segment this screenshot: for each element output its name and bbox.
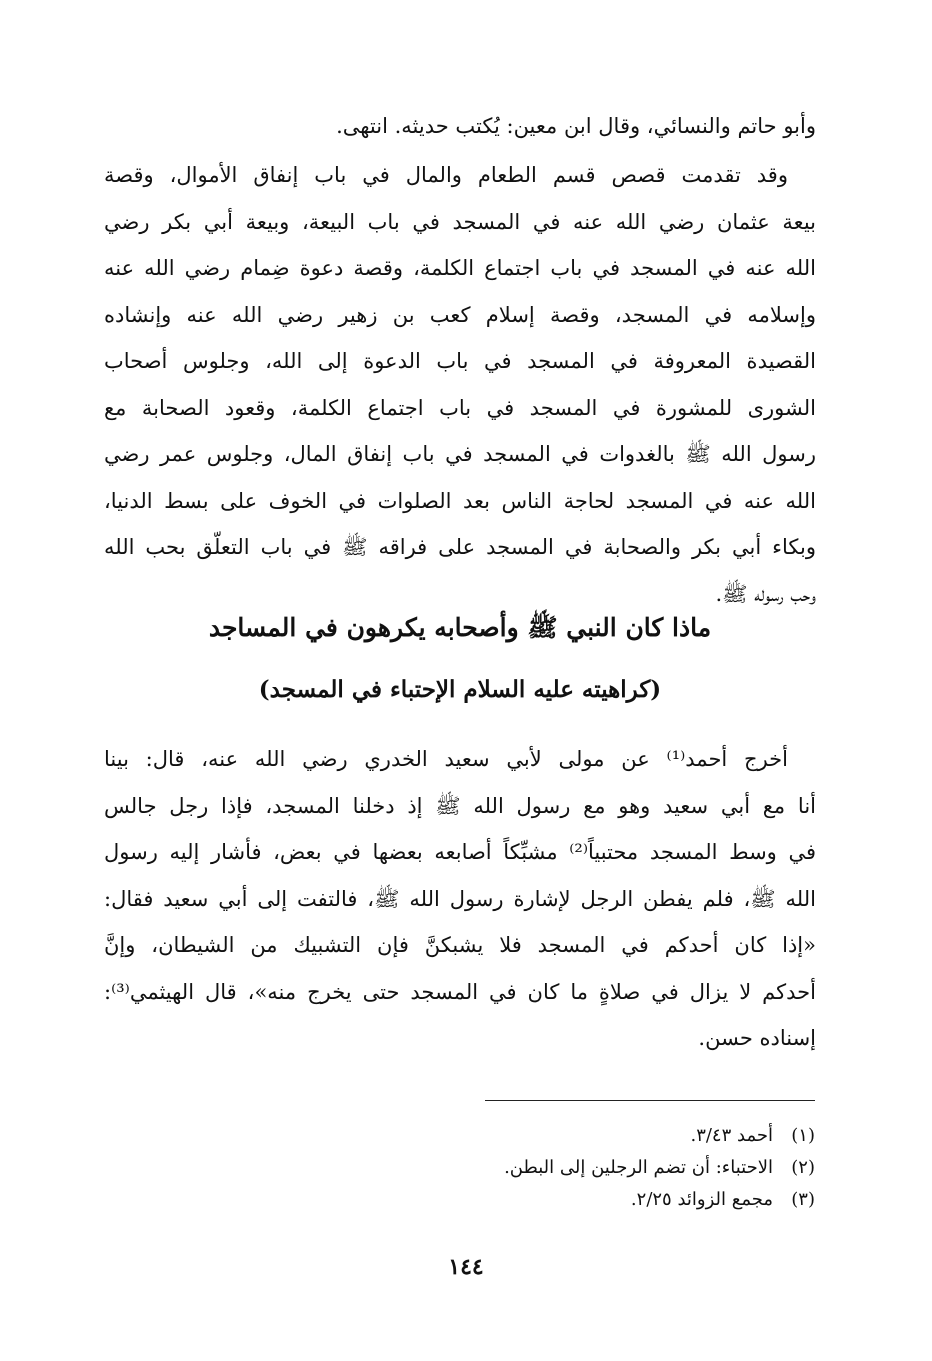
paragraph-1 <box>104 152 816 617</box>
text-line: الله عنه في المسجد في باب اجتماع الكلمة، وقصة دعوة ضِمام رضي الله عنه <box>104 256 816 280</box>
top-text <box>104 103 816 150</box>
section-heading: ماذا كان النبي ﷺ وأصحابه يكرهون في المساجد <box>208 613 712 642</box>
text-line: وحب رسوله ﷺ. <box>715 581 816 606</box>
footnote-item <box>300 1184 815 1216</box>
text-line: وأبو حاتم والنسائي، وقال ابن معين: يُكتب حديثه. انتهى. <box>336 114 816 138</box>
text-line: أحدكم لا يزال في صلاةٍ ما كان في المسجد حتى يخرج منه»، قال الهيثمي⁽³⁾: <box>104 979 816 1004</box>
paragraph-2 <box>104 736 816 1062</box>
text-line: وإسلامه في المسجد، وقصة إسلام كعب بن زهير رضي الله عنه وإنشاده <box>104 302 816 327</box>
footnote-text: أحمد ٣/٤٣. <box>690 1125 773 1146</box>
footnote-text: الاحتباء: أن تضم الرجلين إلى البطن. <box>504 1157 773 1178</box>
footnote-text: مجمع الزوائد ٢/٢٥. <box>630 1189 773 1210</box>
text-line: بيعة عثمان رضي الله عنه في المسجد في باب البيعة، وبيعة أبي بكر رضي <box>104 209 816 234</box>
text-line: الله عنه في المسجد لحاجة الناس بعد الصلوات في الخوف على بسط الدنيا، <box>104 488 816 513</box>
text-line: وقد تقدمت قصص قسم الطعام والمال في باب إنفاق الأموال، وقصة <box>104 163 788 187</box>
page-number: ١٤٤ <box>448 1254 484 1280</box>
text-line: وبكاء أبي بكر والصحابة في المسجد على فراقه ﷺ في باب التعلّق بحب الله <box>104 535 816 559</box>
footnote-item <box>300 1120 815 1152</box>
subsection-heading: (كراهيته عليه السلام الإحتباء في المسجد) <box>258 676 662 703</box>
footnote-item <box>300 1152 815 1184</box>
text-line: الله ﷺ، فلم يفطن الرجل لإشارة رسول الله ﷺ، فالتفت إلى أبي سعيد فقال: <box>104 886 816 911</box>
text-line: «إذا كان أحدكم في المسجد فلا يشبكنَّ فإن التشبيك من الشيطان، وإنَّ <box>104 933 816 957</box>
text-line: أخرج أحمد⁽¹⁾ عن مولى لأبي سعيد الخدري رضي الله عنه، قال: بينا <box>104 747 788 771</box>
text-line: القصيدة المعروفة في المسجد في باب الدعوة إلى الله، وجلوس أصحاب <box>104 349 816 373</box>
footnotes <box>300 1120 815 1216</box>
footnote-number: (٣) <box>791 1189 815 1210</box>
text-line: رسول الله ﷺ بالغدوات في المسجد في باب إنفاق المال، وجلوس عمر رضي <box>104 442 816 466</box>
text-line: في وسط المسجد محتبياً⁽²⁾ مشبِّكاً أصابعه بعضها في بعض، فأشار إليه رسول <box>104 840 816 864</box>
footnote-number: (١) <box>791 1125 815 1146</box>
footnote-divider <box>485 1100 815 1101</box>
footnote-number: (٢) <box>791 1157 815 1178</box>
text-line: إسناده حسن. <box>698 1026 816 1050</box>
text-line: الشورى للمشورة في المسجد في باب اجتماع الكلمة، وقعود الصحابة مع <box>104 395 816 420</box>
text-line: أنا مع أبي سعيد وهو مع رسول الله ﷺ إذ دخلنا المسجد، فإذا رجل جالس <box>104 793 816 818</box>
